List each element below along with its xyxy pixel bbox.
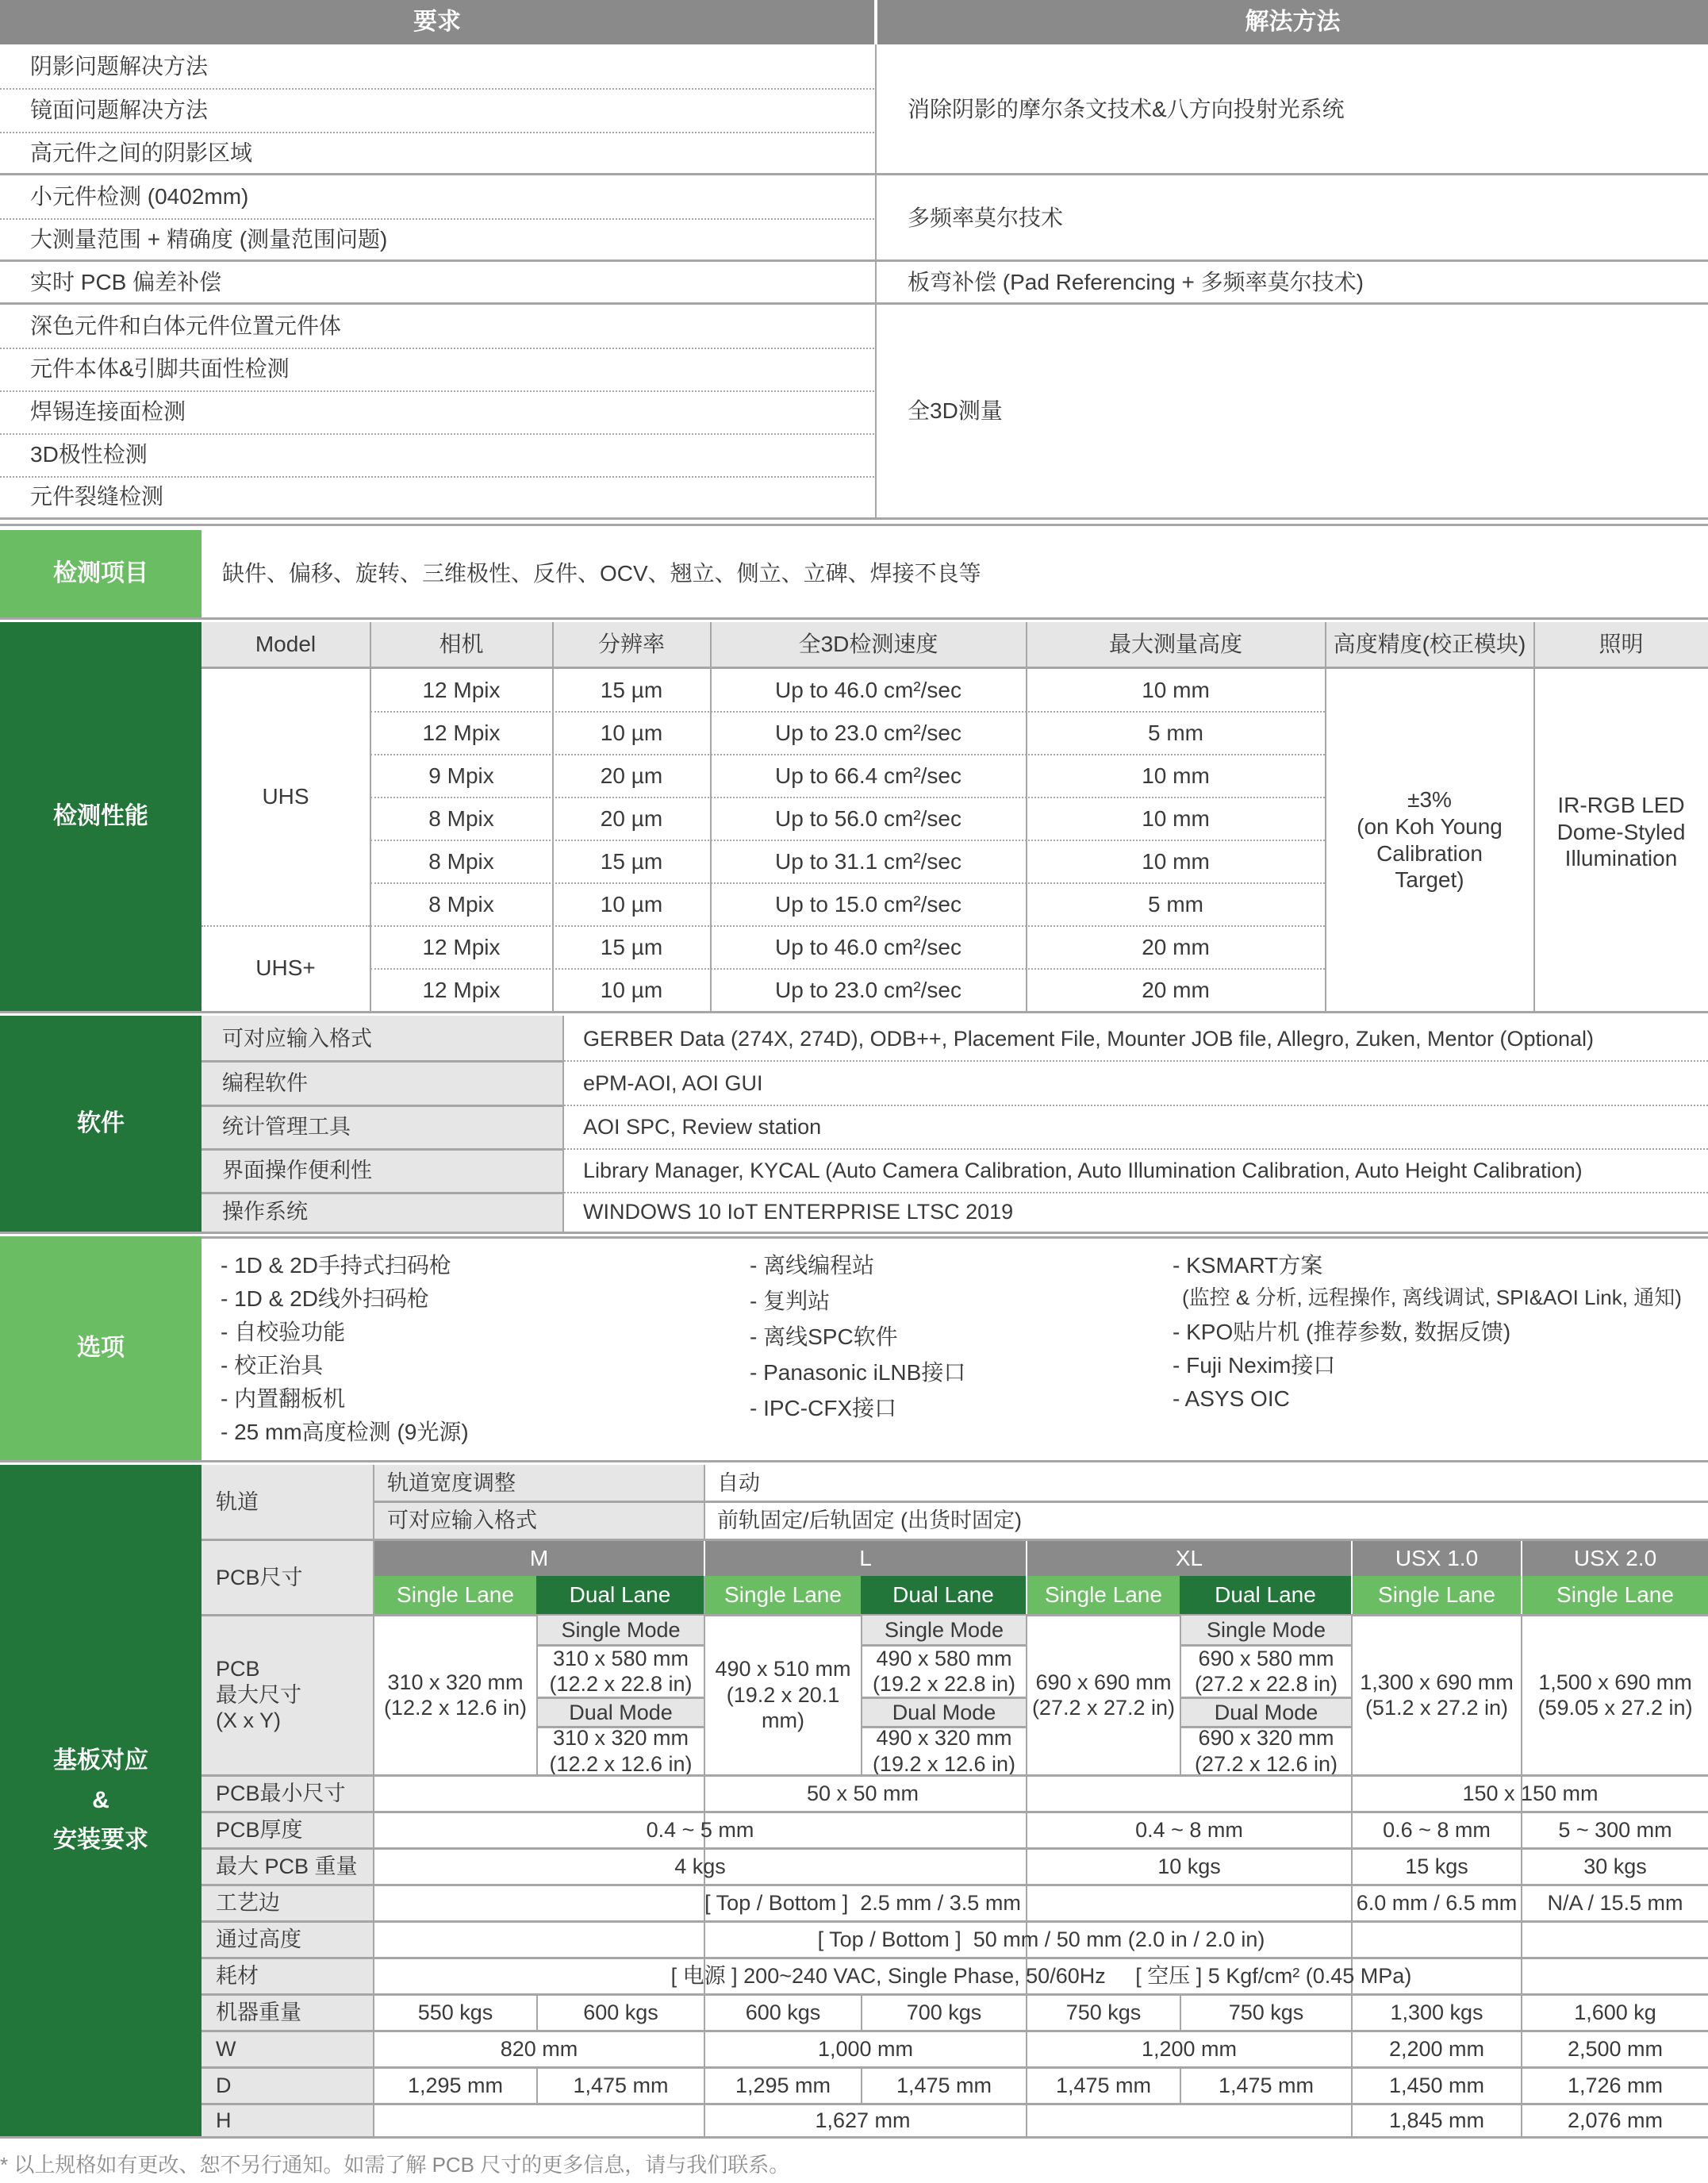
size-line: mm) [762,1708,804,1733]
depth-value: 1,295 mm [407,2073,504,2097]
col-header-lighting: 照明 [1534,622,1708,667]
machine-weight-value: 750 kgs [1065,2000,1142,2024]
pcb-size-label: PCB尺寸 [216,1565,303,1589]
accuracy-line: (on Koh Young [1357,813,1503,839]
width-usx2: 2,500 mm [1567,2036,1664,2061]
option-item: - 内置翻板机 [221,1386,346,1411]
option-item: - KPO贴片机 (推荐参数, 数据反馈) [1173,1320,1511,1344]
option-item: - 离线SPC软件 [750,1324,898,1349]
col-header-model: Model [202,622,370,667]
speed-value: Up to 66.4 cm²/sec [775,763,961,789]
requirement-item: 大测量范围 + 精确度 (测量范围问题) [30,227,388,252]
option-item: - Panasonic iLNB接口 [750,1360,966,1385]
single-mode-label: Single Mode [862,1616,1026,1644]
solution-item: 多频率莫尔技术 [908,206,1064,231]
l-single-max-size [705,1616,861,1774]
option-item: - 离线编程站 [750,1253,875,1278]
solution-item: 全3D测量 [908,398,1003,424]
requirement-item: 深色元件和白体元件位置元件体 [30,313,342,339]
size-line: 310 x 580 mm [552,1646,689,1670]
camera-value: 12 Mpix [422,721,501,746]
model-uhs-plus: UHS+ [255,955,316,981]
option-item: - 25 mm高度检测 (9光源) [221,1420,469,1444]
software-key: 编程软件 [222,1070,308,1095]
requirement-item: 镜面问题解决方法 [30,97,209,122]
machine-weight-value: 600 kgs [583,2000,658,2024]
option-item: - 自校验功能 [221,1320,346,1344]
dual-mode-label: Dual Mode [538,1698,704,1727]
height-value: 10 mm [1142,849,1210,874]
option-item: - 1D & 2D线外扫码枪 [221,1286,429,1311]
lane-single: Single Lane [705,1576,861,1614]
size-line: (59.05 x 27.2 in) [1537,1696,1693,1720]
requirement-item: 阴影问题解决方法 [30,53,209,79]
options-label: 选项 [0,1236,202,1460]
height-value: 10 mm [1142,763,1210,789]
lane-dual: Dual Lane [1180,1576,1351,1614]
max-pcb-weight-label: 最大 PCB 重量 [216,1854,358,1878]
software-key: 可对应输入格式 [222,1026,372,1051]
thickness-ml: 0.4 ~ 5 mm [646,1817,754,1842]
group-l: L [705,1541,1026,1576]
usx2-max-size [1522,1616,1708,1774]
solution-header: 解法方法 [877,0,1708,44]
weight-usx2: 30 kgs [1583,1854,1647,1878]
machine-weight-value: 550 kgs [417,2000,493,2024]
dual-mode-label: Dual Mode [862,1698,1026,1727]
requirement-item: 实时 PCB 偏差补偿 [30,270,222,295]
depth-value: 1,475 mm [573,2073,669,2097]
accuracy-value [1326,669,1533,1011]
software-key: 界面操作便利性 [222,1158,372,1182]
size-line: 690 x 580 mm [1198,1646,1334,1670]
label-line: (X x Y) [216,1708,282,1733]
width-l: 1,000 mm [817,2036,914,2061]
machine-weight-value: 750 kgs [1228,2000,1304,2024]
lane-dual: Dual Lane [861,1576,1026,1614]
size-line: 490 x 320 mm [876,1726,1012,1751]
option-item: - IPC-CFX接口 [750,1396,897,1420]
depth-value: 1,475 mm [896,2073,992,2097]
model-uhs: UHS [262,783,309,809]
speed-value: Up to 23.0 cm²/sec [775,721,961,746]
usx1-max-size [1353,1616,1521,1774]
size-line: 1,500 x 690 mm [1538,1670,1692,1694]
size-line: 490 x 580 mm [876,1646,1012,1670]
size-line: (12.2 x 22.8 in) [549,1672,693,1696]
resolution-value: 10 µm [600,891,663,917]
software-value: AOI SPC, Review station [583,1114,822,1139]
col-header-speed: 全3D检测速度 [711,622,1026,667]
pcb-min-size-usx: 150 x 150 mm [1462,1781,1599,1805]
conveyor-key: 轨道宽度调整 [387,1470,516,1495]
group-m: M [374,1541,704,1576]
width-label: W [216,2036,236,2061]
board-label-line: & [92,1787,109,1813]
size-line: (27.2 x 27.2 in) [1031,1696,1176,1720]
size-line: (19.2 x 20.1 [726,1682,840,1707]
size-line: 1,300 x 690 mm [1360,1670,1514,1694]
label-line: 最大尺寸 [216,1682,301,1707]
camera-value: 12 Mpix [422,977,501,1002]
machine-weight-value: 600 kgs [745,2000,821,2024]
camera-value: 12 Mpix [422,935,501,960]
requirement-item: 元件本体&引脚共面性检测 [30,356,290,382]
conveyor-value: 前轨固定/后轨固定 (出货时固定) [717,1508,1022,1532]
pcb-min-size-mlxl: 50 x 50 mm [806,1781,919,1805]
lane-dual: Dual Lane [536,1576,704,1614]
label-line: PCB [216,1657,260,1681]
accuracy-line: Target) [1395,867,1464,893]
size-line: 490 x 510 mm [715,1657,851,1681]
l-dual-single-mode-size [862,1645,1026,1697]
edge-mlxl: [ Top / Bottom ] 2.5 mm / 3.5 mm [704,1890,1021,1915]
height-usx1: 1,845 mm [1388,2108,1485,2132]
col-header-resolution: 分辨率 [553,622,710,667]
group-usx2: USX 2.0 [1522,1541,1708,1576]
software-value: Library Manager, KYCAL (Auto Camera Calibration, Auto Illumination Calibration, Auto Height Calibration) [583,1158,1583,1182]
thickness-usx1: 0.6 ~ 8 mm [1383,1817,1491,1842]
pcb-thickness-label: PCB厚度 [216,1817,303,1842]
height-value: 10 mm [1142,806,1210,832]
height-usx2: 2,076 mm [1567,2108,1664,2132]
utilities-label: 耗材 [216,1963,259,1988]
software-key: 统计管理工具 [222,1114,351,1139]
requirement-item: 焊锡连接面检测 [30,399,186,425]
requirement-item: 高元件之间的阴影区域 [30,140,253,166]
weight-ml: 4 kgs [674,1854,726,1878]
option-item: - 复判站 [750,1289,831,1313]
size-line: 690 x 320 mm [1198,1726,1334,1751]
height-mlxl: 1,627 mm [815,2108,911,2132]
solution-item: 板弯补偿 (Pad Referencing + 多频率莫尔技术) [908,270,1364,295]
lighting-line: Illumination [1564,846,1678,871]
software-value: WINDOWS 10 IoT ENTERPRISE LTSC 2019 [583,1200,1014,1224]
thickness-usx2: 5 ~ 300 mm [1558,1817,1672,1842]
size-line: (12.2 x 12.6 in) [383,1696,528,1720]
lighting-line: Dome-Styled [1556,819,1686,844]
pcb-max-size-label [216,1616,371,1774]
accuracy-line: Calibration [1376,840,1483,866]
board-label-line: 基板对应 [53,1747,148,1774]
resolution-value: 15 µm [600,678,663,703]
inspection-items-label: 检测项目 [0,530,202,617]
group-xl: XL [1027,1541,1351,1576]
size-line: (12.2 x 12.6 in) [549,1751,693,1776]
performance-label: 检测性能 [0,622,202,1011]
m-dual-single-mode-size [538,1645,704,1697]
speed-value: Up to 46.0 cm²/sec [775,935,961,960]
requirement-item: 元件裂缝检测 [30,484,164,509]
clearance-label: 通过高度 [216,1927,301,1951]
lane-single: Single Lane [1522,1576,1708,1614]
depth-value: 1,475 mm [1218,2073,1315,2097]
size-line: (19.2 x 12.6 in) [872,1751,1016,1776]
dual-mode-label: Dual Mode [1181,1698,1351,1727]
resolution-value: 20 µm [600,806,663,832]
depth-value: 1,726 mm [1567,2073,1664,2097]
height-value: 5 mm [1148,721,1203,746]
camera-value: 8 Mpix [428,806,494,832]
lane-single: Single Lane [1353,1576,1521,1614]
height-label: H [216,2108,232,2132]
depth-value: 1,475 mm [1055,2073,1152,2097]
board-label [0,1465,202,2136]
software-key: 操作系统 [222,1200,308,1224]
xl-dual-dual-mode-size [1181,1728,1351,1774]
clearance-value: [ Top / Bottom ] 50 mm / 50 mm (2.0 in / 2.0 in) [817,1927,1265,1951]
inspection-items-value: 缺件、偏移、旋转、三维极性、反件、OCV、翘立、侧立、立碑、焊接不良等 [222,561,981,586]
requirements-header: 要求 [0,0,874,44]
camera-value: 12 Mpix [422,678,501,703]
resolution-value: 10 µm [600,721,663,746]
utilities-value: [ 电源 ] 200~240 VAC, Single Phase, 50/60Hz [ 空压 ] 5 Kgf/cm² (0.45 MPa) [670,1963,1412,1988]
edge-usx2: N/A / 15.5 mm [1547,1890,1683,1915]
size-line: (51.2 x 27.2 in) [1364,1696,1509,1720]
machine-weight-value: 1,600 kg [1574,2000,1656,2024]
lighting-value [1534,669,1708,1011]
size-line: (27.2 x 22.8 in) [1194,1672,1338,1696]
height-value: 20 mm [1142,977,1210,1002]
weight-xl: 10 kgs [1157,1854,1221,1878]
machine-weight-value: 1,300 kgs [1390,2000,1483,2024]
height-value: 10 mm [1142,678,1210,703]
option-item: - 校正治具 [221,1353,324,1378]
machine-weight-label: 机器重量 [216,2000,301,2024]
speed-value: Up to 56.0 cm²/sec [775,806,961,832]
camera-value: 8 Mpix [428,891,494,917]
xl-dual-single-mode-size [1181,1645,1351,1697]
resolution-value: 15 µm [600,849,663,874]
conveyor-value: 自动 [717,1470,760,1495]
camera-value: 8 Mpix [428,849,494,874]
speed-value: Up to 23.0 cm²/sec [775,977,961,1002]
footnote: * 以上规格如有更改、恕不另行通知。如需了解 PCB 尺寸的更多信息，请与我们联系。 [0,2153,790,2177]
resolution-value: 10 µm [600,977,663,1002]
group-usx1: USX 1.0 [1353,1541,1521,1576]
software-label: 软件 [0,1016,202,1232]
depth-value: 1,450 mm [1388,2073,1485,2097]
size-line: 310 x 320 mm [387,1670,524,1694]
option-item: - ASYS OIC [1173,1386,1290,1411]
size-line: (19.2 x 22.8 in) [872,1672,1016,1696]
single-mode-label: Single Mode [538,1616,704,1644]
height-value: 20 mm [1142,935,1210,960]
col-header-accuracy: 高度精度(校正模块) [1326,622,1533,667]
requirement-item: 小元件检测 (0402mm) [30,184,249,209]
col-header-camera: 相机 [370,622,552,667]
depth-label: D [216,2073,232,2097]
l-dual-dual-mode-size [862,1728,1026,1774]
lane-single: Single Lane [374,1576,536,1614]
pcb-min-size-label: PCB最小尺寸 [216,1781,346,1805]
option-item: - KSMART方案 [1173,1253,1323,1278]
solution-item: 消除阴影的摩尔条文技术&八方向投射光系统 [908,97,1345,122]
size-line: 310 x 320 mm [552,1726,689,1751]
size-line: (27.2 x 12.6 in) [1194,1751,1338,1776]
option-item: - Fuji Nexim接口 [1173,1353,1336,1378]
conveyor-label: 轨道 [216,1489,259,1514]
height-value: 5 mm [1148,891,1203,917]
camera-value: 9 Mpix [428,763,494,789]
requirement-item: 3D极性检测 [30,442,148,467]
conveyor-key: 可对应输入格式 [387,1508,537,1532]
depth-value: 1,295 mm [735,2073,831,2097]
m-dual-dual-mode-size [538,1728,704,1774]
edge-label: 工艺边 [216,1890,280,1915]
edge-usx1: 6.0 mm / 6.5 mm [1356,1890,1518,1915]
thickness-xl: 0.4 ~ 8 mm [1135,1817,1243,1842]
single-mode-label: Single Mode [1181,1616,1351,1644]
width-usx1: 2,200 mm [1388,2036,1485,2061]
accuracy-line: ±3% [1407,787,1452,813]
speed-value: Up to 46.0 cm²/sec [775,678,961,703]
option-item: - 1D & 2D手持式扫码枪 [221,1253,451,1278]
software-value: GERBER Data (274X, 274D), ODB++, Placement File, Mounter JOB file, Allegro, Zuken, Mentor (Optional) [583,1026,1595,1051]
resolution-value: 15 µm [600,935,663,960]
col-header-max-height: 最大测量高度 [1027,622,1325,667]
xl-single-max-size [1027,1616,1180,1774]
m-single-max-size [374,1616,536,1774]
weight-usx1: 15 kgs [1405,1854,1468,1878]
resolution-value: 20 µm [600,763,663,789]
option-item-detail: (监控 & 分析, 远程操作, 离线调试, SPI&AOI Link, 通知) [1182,1286,1682,1309]
board-label-line: 安装要求 [53,1827,148,1853]
lighting-line: IR-RGB LED [1557,793,1685,818]
software-value: ePM-AOI, AOI GUI [583,1070,763,1095]
speed-value: Up to 15.0 cm²/sec [775,891,961,917]
size-line: 690 x 690 mm [1035,1670,1172,1694]
lane-single: Single Lane [1027,1576,1180,1614]
width-m: 820 mm [500,2036,578,2061]
width-xl: 1,200 mm [1141,2036,1238,2061]
speed-value: Up to 31.1 cm²/sec [775,849,961,874]
machine-weight-value: 700 kgs [906,2000,982,2024]
